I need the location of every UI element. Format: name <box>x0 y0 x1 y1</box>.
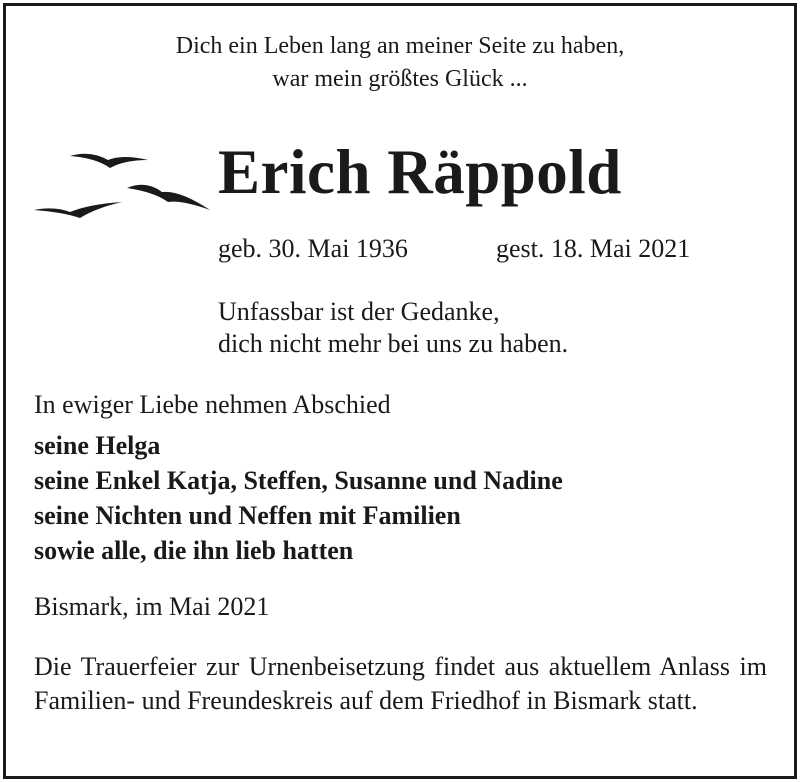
mourner: seine Helga <box>34 431 161 460</box>
mourner: seine Enkel Katja, Steffen, Susanne und Nadine <box>34 466 563 495</box>
quote-line: Dich ein Leben lang an meiner Seite zu haben, <box>175 33 625 59</box>
deceased-name: Erich Räppold <box>218 137 622 207</box>
death-date: gest. 18. Mai 2021 <box>496 234 691 263</box>
place-date: Bismark, im Mai 2021 <box>34 592 270 621</box>
mourners-list <box>34 428 563 568</box>
flying-birds-icon <box>30 146 215 226</box>
farewell-intro: In ewiger Liebe nehmen Abschied <box>34 390 391 419</box>
memorial-quote <box>0 30 800 96</box>
mourner: seine Nichten und Neffen mit Familien <box>34 501 461 530</box>
mourner: sowie alle, die ihn lieb hatten <box>34 536 354 565</box>
verse <box>218 296 568 360</box>
funeral-notice: Die Trauerfeier zur Urnenbeisetzung findet aus aktuellem Anlass im Familien- und Freundeskreis auf dem Friedhof in Bismark statt. <box>34 652 767 715</box>
verse-line: dich nicht mehr bei uns zu haben. <box>218 329 569 358</box>
quote-line: war mein größtes Glück ... <box>272 66 528 92</box>
verse-line: Unfassbar ist der Gedanke, <box>218 297 500 326</box>
birth-date: geb. 30. Mai 1936 <box>218 234 408 263</box>
